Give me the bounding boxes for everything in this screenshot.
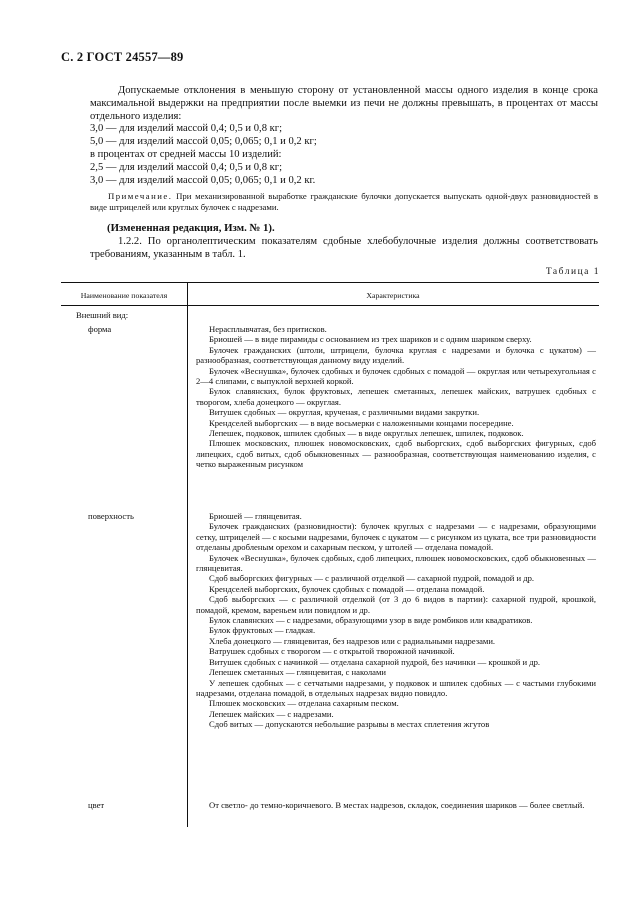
page-header: С. 2 ГОСТ 24557—89 — [61, 50, 184, 64]
column-header-name: Наименование показателя — [80, 291, 168, 300]
table-top-rule — [61, 282, 599, 283]
desc-item: У лепешек сдобных — с сетчатыми надрезами, у подковок и шпилек сдобных — с частыми глубокими надрезами, отделана помадой, в отдельных надрезах видно повидло. — [196, 677, 596, 698]
desc-item: Лепешек майских — с надрезами. — [209, 708, 334, 719]
desc-item: Булочек гражданских (штоли, штрицели, булочка круглая с надрезами и булочка с цукатом) — разнообразная, соответствующая данному виду изделий. — [196, 344, 596, 366]
desc-item: Витушек сдобных — округлая, крученая, с различными видами закрутки. — [209, 407, 480, 418]
tolerance-line: в процентах от средней массы 10 изделий: — [90, 148, 282, 160]
row-label-surface: поверхность — [88, 511, 134, 521]
note — [90, 191, 598, 213]
column-header-characteristic: Характеристика — [366, 291, 420, 300]
amendment: (Измененная редакция, Изм. № 1). — [107, 222, 275, 234]
desc-item: Крендселей выборгских — в виде восьмерки с наложенными концами посередине. — [209, 417, 514, 428]
desc-item: Бриошей — глянцевитая. — [209, 511, 302, 521]
row-label-shape: форма — [88, 324, 112, 334]
desc-item: Булок славянских — с надрезами, образующими узор в виде ромбиков или квадратиков. — [209, 615, 533, 626]
desc-item: Плюшек московских, плюшек новомосковских, сдоб выборгских, сдоб выборгских фигурных, сдоб липецких, сдоб витых, сдоб обыкновенных — разнообразная, соответствующая наименованию изделия, с четко выраженным рисунком — [196, 438, 596, 470]
desc-item: Булочек гражданских (разновидности): булочек круглых с надрезами — с надрезами, образующими сетку, штрицелей — с косыми надрезами, булочек с цукатом — с рисунком из цуката, все три разновидности отделаны дробленым орехом и сахарным песком, у штолей — отделана помадой. — [196, 521, 596, 553]
desc-item: Ватрушек сдобных с творогом — с открытой творожной начинкой. — [209, 646, 455, 657]
desc-item: Сдоб витых — допускаются небольшие разрывы в местах сплетения жгутов — [209, 719, 490, 730]
note-text: При механизированной выработке гражданские булочки допускается выпускать одной-двух разновидностей в виде штрицелей или круглых булочек с надрезами. — [90, 191, 598, 212]
desc-item: Нерасплывчатая, без притисков. — [209, 324, 327, 334]
desc-item: Плюшек московских — отделана сахарным песком. — [209, 698, 399, 709]
desc-item: Бриошей — в виде пирамиды с основанием из трех шариков и с одним шариком сверху. — [209, 334, 532, 345]
table-column-divider — [187, 282, 188, 827]
desc-item: Булок фруктовых — гладкая. — [209, 625, 316, 636]
desc-item: Хлеба донецкого — глянцевитая, без надрезов или с радиальными надрезами. — [209, 635, 496, 646]
desc-item: От светло- до темно-коричневого. В местах надрезов, складок, соединения шариков — более светлый. — [209, 800, 585, 810]
row-desc-color — [196, 800, 596, 810]
table-header-rule — [61, 305, 599, 306]
desc-item: Лепешек сметанных — глянцевитая, с наколами — [209, 667, 387, 678]
clause-1-2-2: 1.2.2. По органолептическим показателям сдобные хлебобулочные изделия должны соответствовать требованиям, указанным в табл. 1. — [90, 236, 598, 260]
tolerance-line: 3,0 — для изделий массой 0,4; 0,5 и 0,8 кг; — [90, 123, 283, 135]
tolerance-line: 3,0 — для изделий массой 0,05; 0,065; 0,1 и 0,2 кг. — [90, 174, 316, 186]
tolerance-line: 5,0 — для изделий массой 0,05; 0,065; 0,1 и 0,2 кг; — [90, 136, 317, 148]
group-label-appearance: Внешний вид: — [76, 310, 129, 320]
desc-item: Булок славянских, булок фруктовых, лепешек сметанных, лепешек майских, ватрушек сдобных с творогом, хлеба донецкого — округлая. — [196, 386, 596, 407]
row-desc-shape — [196, 324, 596, 470]
tolerance-line: 2,5 — для изделий массой 0,4; 0,5 и 0,8 кг; — [90, 161, 283, 173]
desc-item: Крендселей выборгских, булочек сдобных с помадой — отделана помадой. — [209, 583, 485, 594]
desc-item: Булочек «Веснушка», булочек сдобных и булочек сдобных с помадой — округлая или четырехугольная с 2—4 слипами, с выпуклой верхней коркой. — [196, 365, 596, 387]
intro-paragraph: Допускаемые отклонения в меньшую сторону от установленной массы одного изделия в конце срока максимальной выдержки на предприятии после выемки из печи не должны превышать, в процентах от массы отдельного изделия: — [90, 85, 598, 122]
row-label-color: цвет — [88, 800, 105, 810]
table-caption: Таблица 1 — [545, 267, 600, 277]
desc-item: Булочек «Веснушка», булочек сдобных, сдоб липецких, плюшек новомосковских, сдоб обыкновенных — глянцевитая. — [196, 552, 596, 574]
desc-item: Лепешек, подковок, шпилек сдобных — в виде округлых лепешек, шпилек, подковок. — [209, 428, 524, 439]
desc-item: Витушек сдобных с начинкой — отделана сахарной пудрой, без начинки — крошкой и др. — [209, 656, 541, 667]
row-desc-surface — [196, 511, 596, 730]
intro-block — [90, 85, 598, 187]
desc-item: Сдоб выборгских фигурных — с различной отделкой — сахарной пудрой, помадой и др. — [209, 573, 535, 584]
note-label: Примечание. — [108, 191, 173, 201]
desc-item: Сдоб выборгских — с различной отделкой (от 3 до 6 видов в партии): сахарной пудрой, крошкой, помадой, кремом, вареньем или повидлом и др. — [196, 594, 596, 615]
